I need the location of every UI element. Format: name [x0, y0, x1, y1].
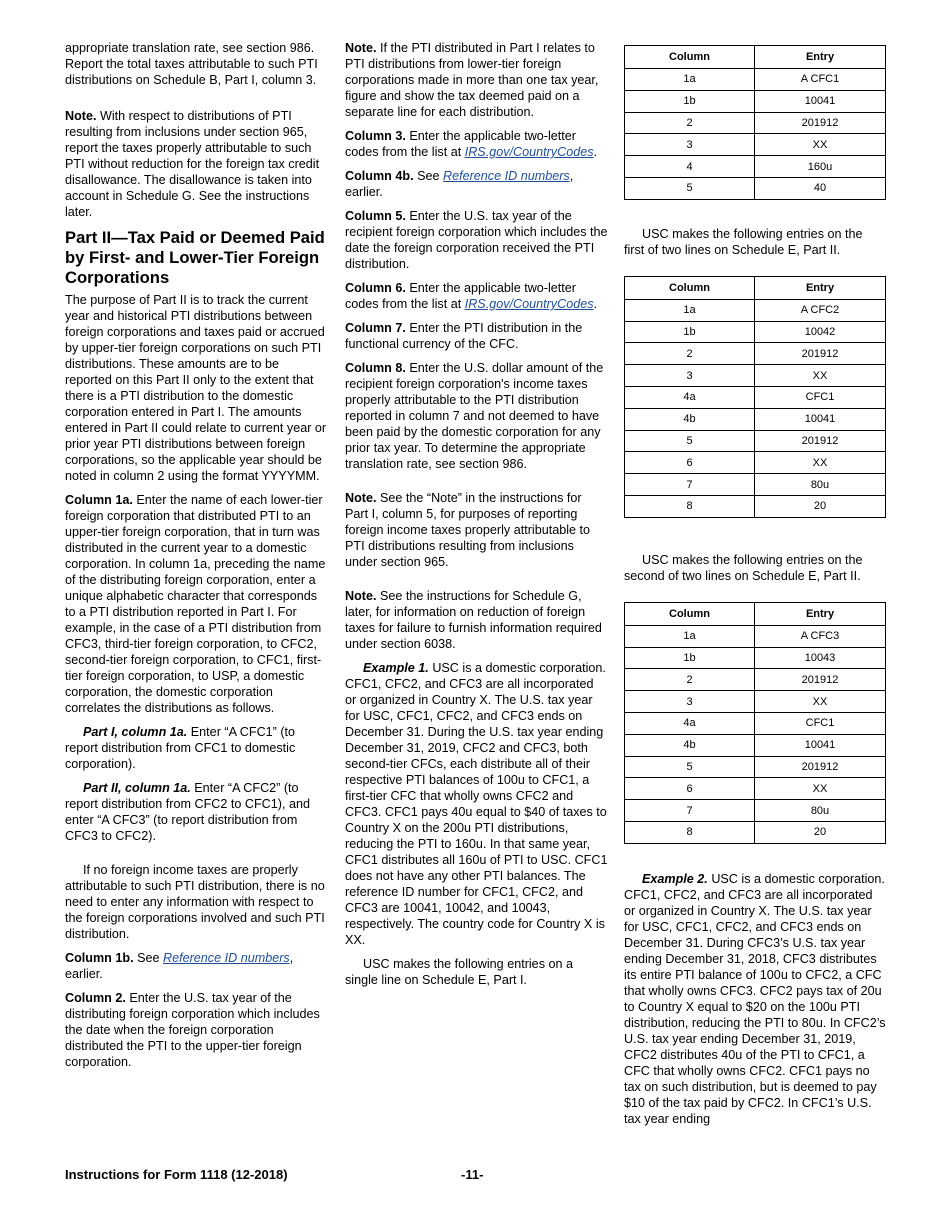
table-header-row [625, 602, 886, 625]
column-cell: 3 [625, 134, 755, 156]
column-cell: 1a [625, 299, 755, 321]
entry-header: Entry [755, 602, 886, 625]
entry-cell: XX [755, 134, 886, 156]
note-section-965: Note. With respect to distributions of PTI resulting from inclusions under section 965, report the taxes properly attributable to such PTI without reduction for the foreign tax credit disallowance. The disallowance is taken into account in Schedule G. See the instructions later. [65, 109, 320, 219]
column-cell: 4 [625, 156, 755, 178]
entry-cell: 40 [755, 177, 886, 199]
table-row [625, 821, 886, 843]
table-row [625, 800, 886, 822]
column-header: Column [625, 602, 755, 625]
column-4b-instructions: Column 4b. See Reference ID numbers, earlier. [345, 169, 574, 199]
entry-cell: XX [755, 778, 886, 800]
country-codes-link[interactable]: IRS.gov/CountryCodes [464, 145, 594, 159]
column-cell: 1a [625, 625, 755, 647]
column-cell: 2 [625, 343, 755, 365]
part-ii-column-1a: Part II, column 1a. Enter “A CFC2” (to report distribution from CFC2 to CFC1), and enter “A CFC3” (to report distribution from CFC3 to CFC2). [65, 781, 310, 843]
column-cell: 4a [625, 386, 755, 408]
note-multiple-years: Note. If the PTI distributed in Part I relates to PTI distributions from lower-tier foreign corporations made in more than one tax year, figure and show the tax deemed paid on a separate line for each distribution. [345, 41, 599, 119]
part-ii-purpose: The purpose of Part II is to track the current year and historical PTI distributions between foreign corporations and taxes paid or accrued by upper-tier foreign corporations on such PTI distributions. These amounts are to be reported on this Part II only to the extent that there is a PTI distribution to the domestic corporation entered in Part I. The amounts entered in Part II could relate to current year or prior year PTI distributions between foreign corporations, so the applicable year should be noted in column 2 using the format YYYYMM. [65, 293, 327, 483]
entry-header: Entry [755, 46, 886, 69]
table-row [625, 734, 886, 756]
column-cell: 3 [625, 365, 755, 387]
note-label: Note. [65, 109, 97, 123]
footer-form-title: Instructions for Form 1118 (12-2018) [65, 1167, 288, 1182]
column-cell: 1b [625, 647, 755, 669]
example-2: Example 2. USC is a domestic corporation. CFC1, CFC2, and CFC3 are all incorporated or organized in Country X. The U.S. tax year for USC, CFC1, CFC2, and CFC3 ends on December 31. During CFC3’s U.S. tax year ending December 31, 2018, CFC3 distributes its entire PTI balance of 100u to CFC2, a CFC that wholly owns CFC3. CFC2 pays tax of 20u to Country X equal to $20 on the 100u PTI distribution, reducing the PTI to 80u. In CFC2’s U.S. tax year ending December 31, 2019, CFC2 distributes 40u of the PTI to CFC1, a CFC that wholly owns CFC2. CFC1 pays no tax on such distribution, but is deemed to pay $10 of the tax paid by CFC2. In CFC1’s U.S. tax year ending [624, 871, 886, 1126]
schedule-e-part-ii-line-1-table [624, 276, 886, 518]
column-cell: 1a [625, 69, 755, 91]
column-cell: 5 [625, 430, 755, 452]
column-cell: 2 [625, 112, 755, 134]
column-3-instructions: Column 3. Enter the applicable two-letter codes from the list at IRS.gov/CountryCodes. [345, 129, 598, 159]
column-cell: 3 [625, 691, 755, 713]
column-7-instructions: Column 7. Enter the PTI distribution in the functional currency of the CFC. [345, 321, 583, 351]
column-header: Column [625, 46, 755, 69]
column-cell: 1b [625, 90, 755, 112]
column-cell: 6 [625, 778, 755, 800]
part-i-column-1a: Part I, column 1a. Enter “A CFC1” (to report distribution from CFC1 to domestic corporation). [65, 725, 296, 771]
column-8-instructions: Column 8. Enter the U.S. dollar amount of the recipient foreign corporation's income taxes properly attributable to the PTI distribution reported in column 7 and not deemed to have been paid by the domestic corporation for any prior tax year. To determine the appropriate translation rate, see section 986. [345, 361, 604, 471]
usc-single-line-text: USC makes the following entries on a single line on Schedule E, Part I. [345, 957, 573, 987]
entry-cell: 10041 [755, 734, 886, 756]
entry-cell: 201912 [755, 343, 886, 365]
table-row [625, 177, 886, 199]
reference-id-link[interactable]: Reference ID numbers [443, 169, 570, 183]
part-ii-heading: Part II—Tax Paid or Deemed Paid by First- and Lower-Tier Foreign Corporations [65, 228, 325, 287]
entry-cell: XX [755, 365, 886, 387]
entry-cell: 10042 [755, 321, 886, 343]
second-line-lead: USC makes the following entries on the second of two lines on Schedule E, Part II. [624, 552, 863, 583]
table-row [625, 299, 886, 321]
table-row [625, 69, 886, 91]
country-codes-link[interactable]: IRS.gov/CountryCodes [464, 297, 594, 311]
column-cell: 4b [625, 734, 755, 756]
column-cell: 6 [625, 452, 755, 474]
column-cell: 8 [625, 821, 755, 843]
entry-cell: 160u [755, 156, 886, 178]
table-row [625, 321, 886, 343]
entry-cell: 80u [755, 474, 886, 496]
column-cell: 8 [625, 495, 755, 517]
entry-cell: 20 [755, 821, 886, 843]
middle-column [345, 40, 608, 996]
table-row [625, 343, 886, 365]
column-cell: 4b [625, 408, 755, 430]
schedule-e-part-i-table [624, 45, 886, 200]
schedule-e-part-ii-line-2-table [624, 602, 886, 844]
column-cell: 5 [625, 177, 755, 199]
column-cell: 2 [625, 669, 755, 691]
column-header: Column [625, 276, 755, 299]
first-line-lead: USC makes the following entries on the first of two lines on Schedule E, Part II. [624, 226, 863, 257]
reference-id-link[interactable]: Reference ID numbers [163, 951, 290, 965]
entry-cell: A CFC2 [755, 299, 886, 321]
column-cell: 7 [625, 474, 755, 496]
note-part-i-column-5: Note. See the “Note” in the instructions for Part I, column 5, for purposes of reporting foreign income taxes properly attributable to PTI distributions resulting from inclusions under section 965. [345, 491, 591, 569]
table-row [625, 625, 886, 647]
table-row [625, 647, 886, 669]
entry-cell: 201912 [755, 112, 886, 134]
table-row [625, 386, 886, 408]
entry-cell: A CFC3 [755, 625, 886, 647]
column-cell: 7 [625, 800, 755, 822]
column-cell: 5 [625, 756, 755, 778]
table-header-row [625, 46, 886, 69]
entry-header: Entry [755, 276, 886, 299]
table-row [625, 495, 886, 517]
table-row [625, 712, 886, 734]
entry-cell: 10043 [755, 647, 886, 669]
entry-cell: CFC1 [755, 386, 886, 408]
entry-cell: 201912 [755, 669, 886, 691]
table-row [625, 134, 886, 156]
entry-cell: 20 [755, 495, 886, 517]
column-5-instructions: Column 5. Enter the U.S. tax year of the recipient foreign corporation which includes the date the foreign corporation received the PTI distribution. [345, 209, 608, 271]
table-row [625, 778, 886, 800]
intro-paragraph: appropriate translation rate, see section 986. Report the total taxes attributable to such PTI distributions on Schedule B, Part I, column 3. [65, 41, 318, 87]
entry-cell: 201912 [755, 430, 886, 452]
column-6-instructions: Column 6. Enter the applicable two-letter codes from the list at IRS.gov/CountryCodes. [345, 281, 598, 311]
table-row [625, 756, 886, 778]
table-row [625, 365, 886, 387]
entry-cell: 10041 [755, 90, 886, 112]
note-schedule-g: Note. See the instructions for Schedule G, later, for information on reduction of foreign taxes for failure to furnish information required under section 6038. [345, 589, 602, 651]
entry-cell: 80u [755, 800, 886, 822]
table-row [625, 452, 886, 474]
table-header-row [625, 276, 886, 299]
table-row [625, 474, 886, 496]
entry-cell: CFC1 [755, 712, 886, 734]
table-row [625, 691, 886, 713]
entry-cell: 201912 [755, 756, 886, 778]
right-column [624, 45, 886, 1135]
footer-page-number: -11- [461, 1167, 484, 1182]
example-1: Example 1. USC is a domestic corporation. CFC1, CFC2, and CFC3 are all incorporated or organized in Country X. The U.S. tax year for USC, CFC1, CFC2, and CFC3 ends on December 31. During the U.S. tax year ending December 31, 2019, CFC2 and CFC3, both second-tier CFCs, each distribute all of their respective PTI balances of 100u to CFC1, a first-tier CFC that wholly owns CFC2 and CFC3. CFC1 pays 40u equal to $40 of taxes to Country X on the 200u PTI distributions, reducing the PTI to 160u. In that same year, CFC1 distributes all 160u of PTI to USC. CFC1 does not have any other PTI balances. The reference ID number for CFC1, CFC2, and CFC3 are 10041, 10042, and 10043, respectively. The country code for Country X is XX. [345, 661, 608, 947]
column-cell: 4a [625, 712, 755, 734]
table-row [625, 112, 886, 134]
entry-cell: XX [755, 691, 886, 713]
column-1b-instructions: Column 1b. See Reference ID numbers, earlier. [65, 951, 294, 981]
left-column [65, 40, 328, 1078]
entry-cell: A CFC1 [755, 69, 886, 91]
entry-cell: 10041 [755, 408, 886, 430]
column-1a-instructions: Column 1a. Enter the name of each lower-tier foreign corporation that distributed PTI to an upper-tier foreign corporation, that in turn was distributed in the current year to a domestic corporation. In column 1a, preceding the name of the distributing foreign corporation, enter a unique alphabetic character that corresponds to a PTI distribution reported in Part I. For example, in the case of a PTI distribution from CFC3, third-tier foreign corporation, to CFC2, second-tier foreign corporation, to CFC1, first-tier foreign corporation, to USP, a domestic corporation, the domestic corporation correlates the distributions as follows. [65, 493, 326, 715]
column-cell: 1b [625, 321, 755, 343]
entry-cell: XX [755, 452, 886, 474]
table-row [625, 408, 886, 430]
table-row [625, 90, 886, 112]
table-row [625, 669, 886, 691]
no-taxes-paragraph: If no foreign income taxes are properly attributable to such PTI distribution, there is no need to enter any information with respect to the foreign corporations involved and such PTI distribution. [65, 863, 325, 941]
table-row [625, 156, 886, 178]
table-row [625, 430, 886, 452]
column-2-instructions: Column 2. Enter the U.S. tax year of the distributing foreign corporation which includes the date when the foreign corporation distributed the PTI to the upper-tier foreign corporation. [65, 991, 320, 1069]
